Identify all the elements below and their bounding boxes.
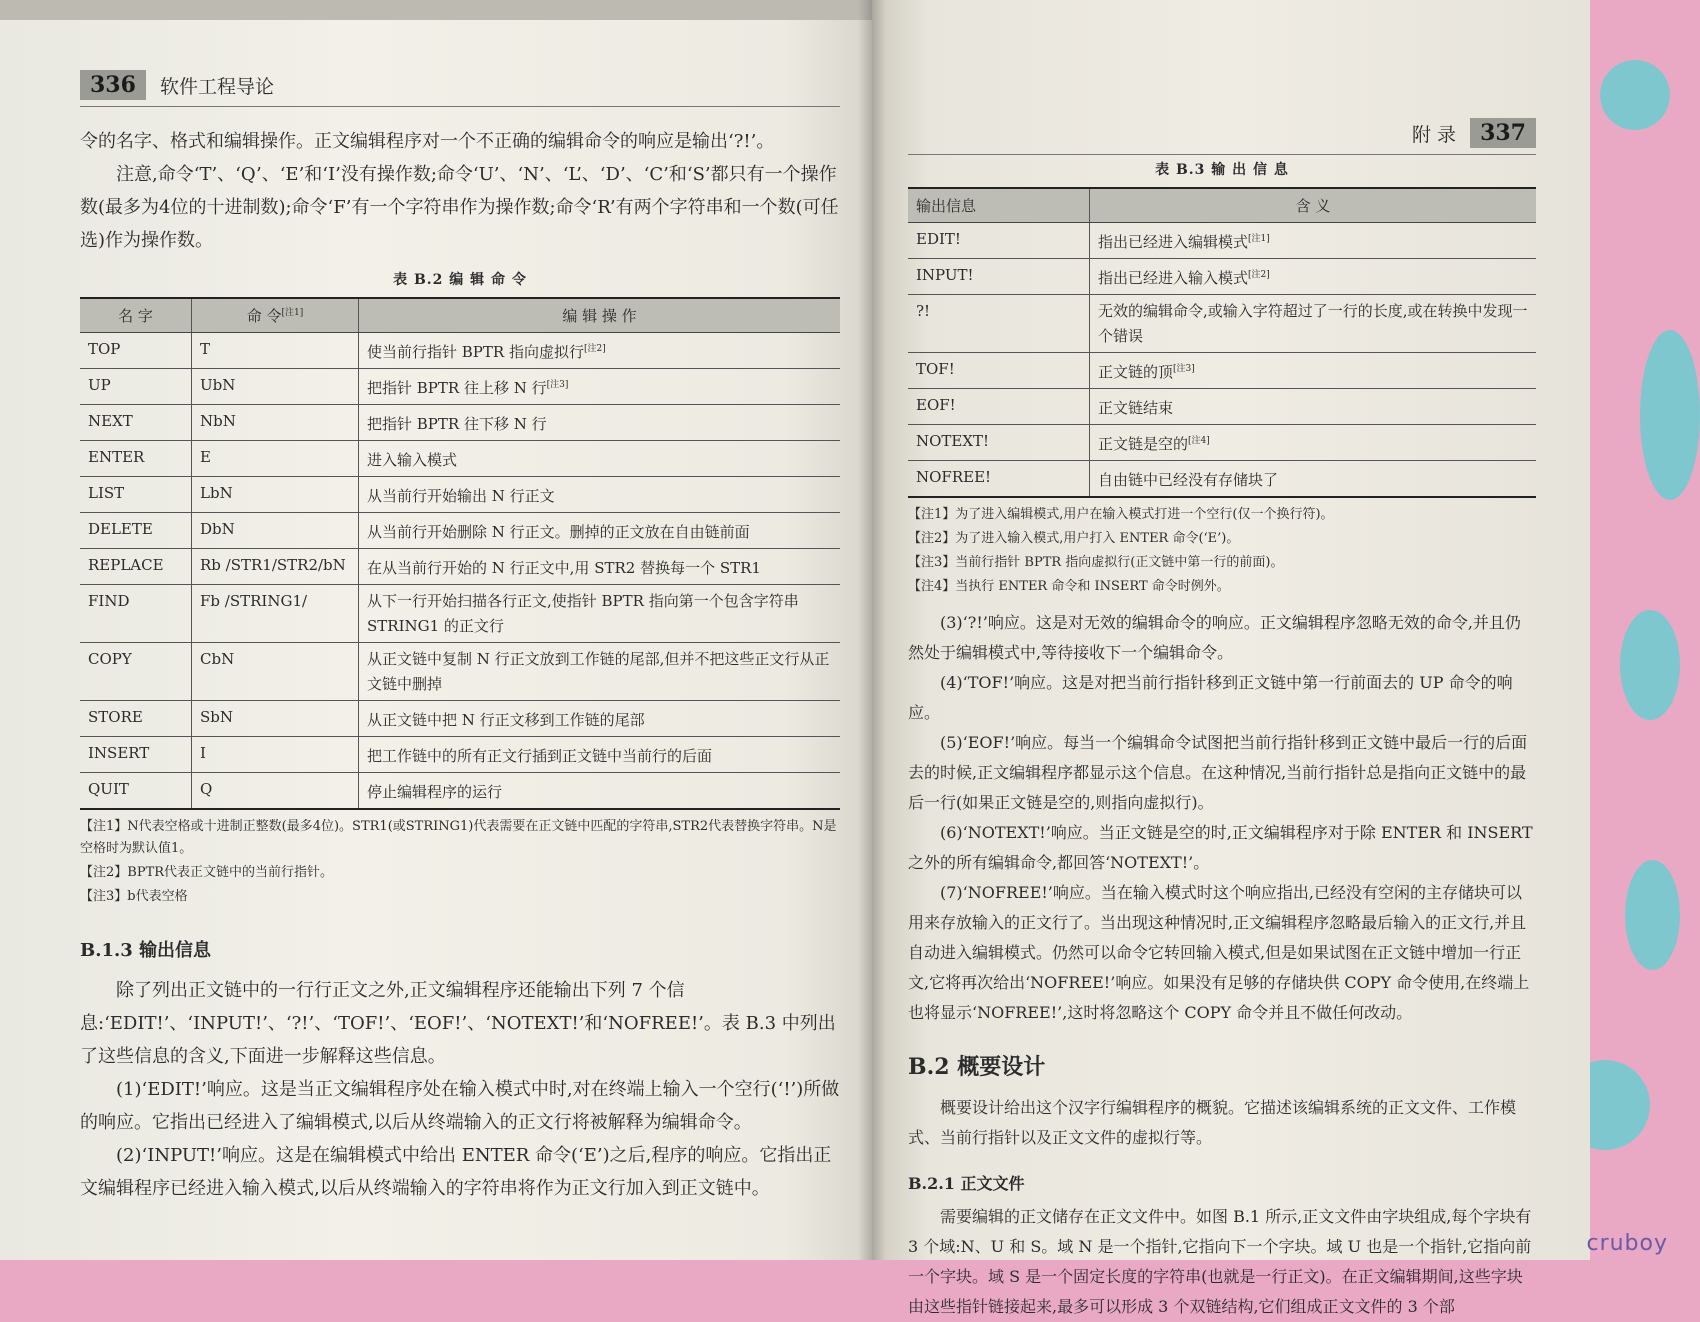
- meaning-text: 正文链是空的: [1098, 435, 1189, 453]
- output-message: INPUT!: [908, 259, 1090, 295]
- table-notes: [908, 504, 1536, 598]
- command-operation: [359, 441, 841, 477]
- operation-text: 从当前行开始输出 N 行正文: [367, 487, 555, 505]
- command-name: NEXT: [80, 405, 192, 441]
- operation-text: 从下一行开始扫描各行正文,使指针 BPTR 指向第一个包含字符串 STRING1 的正文行: [367, 592, 799, 635]
- table-row: [80, 369, 840, 405]
- meaning-text: 正文链的顶: [1098, 363, 1174, 381]
- command-operation: [359, 369, 841, 405]
- table-row: [80, 333, 840, 369]
- table-row: [908, 223, 1536, 259]
- table-note: 【注3】当前行指针 BPTR 指向虚拟行(正文链中第一行的前面)。: [908, 555, 1284, 570]
- paragraph: 需要编辑的正文储存在正文文件中。如图 B.1 所示,正文文件由字块组成,每个字块有 3 个域:N、U 和 S。域 N 是一个指针,它指向下一个字块。域 U 也是一个指针,它指向前一个字块。域 S 是一个固定长度的字符串(也就是一行正文)。在正文编辑期间,这些字块由这些指针链接起来,最多可以形成 3 个双链结构,它们组成正文文件的 3 个部: [908, 1207, 1532, 1316]
- command-operation: [359, 549, 841, 585]
- column-header: [192, 298, 359, 333]
- section-heading: B.2.1 正文文件: [908, 1174, 1025, 1193]
- table-caption: 表 B.2 编 辑 命 令: [393, 272, 527, 288]
- paragraph: 注意,命令‘T’、‘Q’、‘E’和‘I’没有操作数;命令‘U’、‘N’、‘L’、‘D’、‘C’和‘S’都只有一个操作数(最多为4位的十进制数);命令‘F’有一个字符串作为操作数;命令‘R’有两个字符串和一个数(可任选)作为操作数。: [80, 164, 839, 251]
- command-name: COPY: [80, 643, 192, 701]
- footnote-ref: [注3]: [546, 380, 569, 390]
- command-operation: [359, 333, 841, 369]
- paragraph: (1)‘EDIT!’响应。这是当正文编辑程序处在输入模式中时,对在终端上输入一个空行(‘!’)所做的响应。它指出已经进入了编辑模式,以后从终端输入的正文行将被解释为编辑命令。: [80, 1079, 840, 1133]
- table-row: [908, 389, 1536, 425]
- table-row: [80, 441, 840, 477]
- command-operation: [359, 513, 841, 549]
- column-header: 输出信息: [908, 188, 1090, 223]
- command-syntax: Q: [192, 773, 359, 810]
- message-meaning: [1090, 389, 1537, 425]
- table-row: [80, 773, 840, 810]
- paragraph: (4)‘TOF!’响应。这是对把当前行指针移到正文链中第一行前面去的 UP 命令的响应。: [908, 673, 1513, 722]
- table-notes: [80, 816, 840, 908]
- section-heading: B.2 概要设计: [908, 1054, 1046, 1080]
- operation-text: 从正文链中复制 N 行正文放到工作链的尾部,但并不把这些正文行从正文链中删掉: [367, 650, 830, 693]
- output-message: EOF!: [908, 389, 1090, 425]
- command-name: DELETE: [80, 513, 192, 549]
- table-row: [908, 259, 1536, 295]
- command-name: LIST: [80, 477, 192, 513]
- section-heading: B.1.3 输出信息: [80, 940, 212, 961]
- command-operation: [359, 701, 841, 737]
- operation-text: 停止编辑程序的运行: [367, 783, 503, 801]
- table-note: 【注2】BPTR代表正文链中的当前行指针。: [80, 865, 334, 880]
- message-meaning: [1090, 295, 1537, 353]
- paragraph: (5)‘EOF!’响应。每当一个编辑命令试图把当前行指针移到正文链中最后一行的后面去的时候,正文编辑程序都显示这个信息。在这种情况,当前行指针总是指向正文链中的最后一行(如果正文链是空的,则指向虚拟行)。: [908, 733, 1528, 812]
- output-message: NOTEXT!: [908, 425, 1090, 461]
- footnote-ref: [注2]: [583, 344, 606, 354]
- table-row: [80, 549, 840, 585]
- message-meaning: [1090, 461, 1537, 498]
- table-row: [80, 737, 840, 773]
- operation-text: 把工作链中的所有正文行插到正文链中当前行的后面: [367, 747, 713, 765]
- table-row: [80, 585, 840, 643]
- table-row: [908, 295, 1536, 353]
- table-note: 【注3】b代表空格: [80, 889, 188, 904]
- footnote-ref: [注4]: [1188, 436, 1210, 446]
- output-message: ?!: [908, 295, 1090, 353]
- table-row: [908, 461, 1536, 498]
- command-syntax: I: [192, 737, 359, 773]
- operation-text: 从正文链中把 N 行正文移到工作链的尾部: [367, 711, 645, 729]
- command-name: FIND: [80, 585, 192, 643]
- operation-text: 进入输入模式: [367, 451, 458, 469]
- left-page-header: [80, 70, 840, 107]
- command-operation: [359, 477, 841, 513]
- background-dot: [1600, 60, 1670, 130]
- watermark: cruboy: [1586, 1231, 1668, 1256]
- table-row: [908, 353, 1536, 389]
- paragraph: (2)‘INPUT!’响应。这是在编辑模式中给出 ENTER 命令(‘E’)之后,程序的响应。它指出正文编辑程序已经进入输入模式,以后从终端输入的字符串将作为正文行加入到正文链中。: [80, 1145, 832, 1199]
- background-dot: [1640, 330, 1700, 500]
- message-meaning: [1090, 223, 1537, 259]
- output-message: NOFREE!: [908, 461, 1090, 498]
- table-note: 【注4】当执行 ENTER 命令和 INSERT 命令时例外。: [908, 579, 1230, 594]
- output-message: TOF!: [908, 353, 1090, 389]
- command-syntax: LbN: [192, 477, 359, 513]
- table-row: [80, 701, 840, 737]
- paragraph: 除了列出正文链中的一行行正文之外,正文编辑程序还能输出下列 7 个信息:‘EDIT!’、‘INPUT!’、‘?!’、‘TOF!’、‘EOF!’、‘NOTEXT!’和‘NOFREE!’。表 B.3 中列出了这些信息的含义,下面进一步解释这些信息。: [80, 980, 836, 1067]
- output-message: EDIT!: [908, 223, 1090, 259]
- meaning-text: 指出已经进入编辑模式: [1098, 233, 1249, 251]
- table-caption: 表 B.3 输 出 信 息: [1155, 162, 1289, 178]
- paragraph: (7)‘NOFREE!’响应。当在输入模式时这个响应指出,已经没有空闲的主存储块可以用来存放输入的正文行了。当出现这种情况时,正文编辑程序忽略最后输入的正文行,并且自动进入编辑模式。仍然可以命令它转回输入模式,但是如果试图在正文链中增加一行正文,它将再次给出‘NOFREE!’响应。如果没有足够的存储块供 COPY 命令使用,在终端上也将显示‘NOFREE!’,这时将忽略这个 COPY 命令并且不做任何改动。: [908, 883, 1530, 1022]
- background-dot: [1625, 860, 1680, 970]
- message-meaning: [1090, 425, 1537, 461]
- command-syntax: DbN: [192, 513, 359, 549]
- footnote-ref: [注2]: [1248, 270, 1270, 280]
- meaning-text: 无效的编辑命令,或输入字符超过了一行的长度,或在转换中发现一个错误: [1098, 302, 1528, 345]
- edit-command-table: [80, 297, 840, 810]
- command-operation: [359, 737, 841, 773]
- command-operation: [359, 773, 841, 810]
- command-name: UP: [80, 369, 192, 405]
- command-name: REPLACE: [80, 549, 192, 585]
- running-title: 软件工程导论: [159, 75, 274, 98]
- footnote-ref: [注3]: [1173, 364, 1195, 374]
- command-operation: [359, 405, 841, 441]
- operation-text: 把指针 BPTR 往上移 N 行: [367, 379, 547, 397]
- operation-text: 从当前行开始删除 N 行正文。删掉的正文放在自由链前面: [367, 523, 750, 541]
- right-page: [872, 0, 1590, 1316]
- table-note: 【注2】为了进入输入模式,用户打入 ENTER 命令(‘E’)。: [908, 531, 1240, 546]
- column-header-label: 命 令: [246, 307, 282, 325]
- table-row: [908, 425, 1536, 461]
- table-row: [80, 405, 840, 441]
- command-name: ENTER: [80, 441, 192, 477]
- table-note: 【注1】为了进入编辑模式,用户在输入模式打进一个空行(仅一个换行符)。: [908, 507, 1334, 522]
- command-name: QUIT: [80, 773, 192, 810]
- footnote-ref: [注1]: [1248, 234, 1270, 244]
- column-header: 含 义: [1090, 188, 1537, 223]
- meaning-text: 自由链中已经没有存储块了: [1098, 471, 1279, 489]
- message-meaning: [1090, 353, 1537, 389]
- command-operation: [359, 643, 841, 701]
- footnote-ref: [注1]: [281, 308, 304, 318]
- command-syntax: Rb /STR1/STR2/bN: [192, 549, 359, 585]
- page-number: 336: [80, 70, 146, 100]
- column-header: 编 辑 操 作: [359, 298, 841, 333]
- operation-text: 把指针 BPTR 往下移 N 行: [367, 415, 547, 433]
- command-syntax: CbN: [192, 643, 359, 701]
- command-operation: [359, 585, 841, 643]
- meaning-text: 正文链结束: [1098, 399, 1174, 417]
- command-syntax: E: [192, 441, 359, 477]
- output-message-table: [908, 187, 1536, 498]
- command-syntax: UbN: [192, 369, 359, 405]
- table-note: 【注1】N代表空格或十进制正整数(最多4位)。STR1(或STRING1)代表需要在正文链中匹配的字符串,STR2代表替换字符串。N是空格时为默认值1。: [80, 819, 837, 856]
- paragraph: (6)‘NOTEXT!’响应。当正文链是空的时,正文编辑程序对于除 ENTER 和 INSERT 之外的所有编辑命令,都回答‘NOTEXT!’。: [908, 823, 1533, 872]
- operation-text: 使当前行指针 BPTR 指向虚拟行: [367, 343, 584, 361]
- table-header-row: [908, 188, 1536, 223]
- table-row: [80, 513, 840, 549]
- paragraph: 令的名字、格式和编辑操作。正文编辑程序对一个不正确的编辑命令的响应是输出‘?!’。: [80, 131, 775, 152]
- column-header: 名 字: [80, 298, 192, 333]
- paragraph: 概要设计给出这个汉字行编辑程序的概貌。它描述该编辑系统的正文文件、工作模式、当前行指针以及正文文件的虚拟行等。: [908, 1098, 1517, 1147]
- command-name: INSERT: [80, 737, 192, 773]
- table-header-row: [80, 298, 840, 333]
- running-title: 附 录: [1412, 123, 1457, 146]
- command-syntax: SbN: [192, 701, 359, 737]
- page-edge: [0, 0, 872, 20]
- command-syntax: NbN: [192, 405, 359, 441]
- message-meaning: [1090, 259, 1537, 295]
- command-name: TOP: [80, 333, 192, 369]
- page-number: 337: [1470, 118, 1536, 148]
- operation-text: 在从当前行开始的 N 行正文中,用 STR2 替换每一个 STR1: [367, 559, 761, 577]
- table-row: [80, 477, 840, 513]
- left-page: [0, 0, 872, 1260]
- table-row: [80, 643, 840, 701]
- command-name: STORE: [80, 701, 192, 737]
- paragraph: (3)‘?!’响应。这是对无效的编辑命令的响应。正文编辑程序忽略无效的命令,并且仍然处于编辑模式中,等待接收下一个编辑命令。: [908, 613, 1521, 662]
- right-page-header: [908, 118, 1536, 155]
- book-spine: [858, 0, 886, 1260]
- command-syntax: Fb /STRING1/: [192, 585, 359, 643]
- background-dot: [1620, 610, 1680, 720]
- meaning-text: 指出已经进入输入模式: [1098, 269, 1249, 287]
- command-syntax: T: [192, 333, 359, 369]
